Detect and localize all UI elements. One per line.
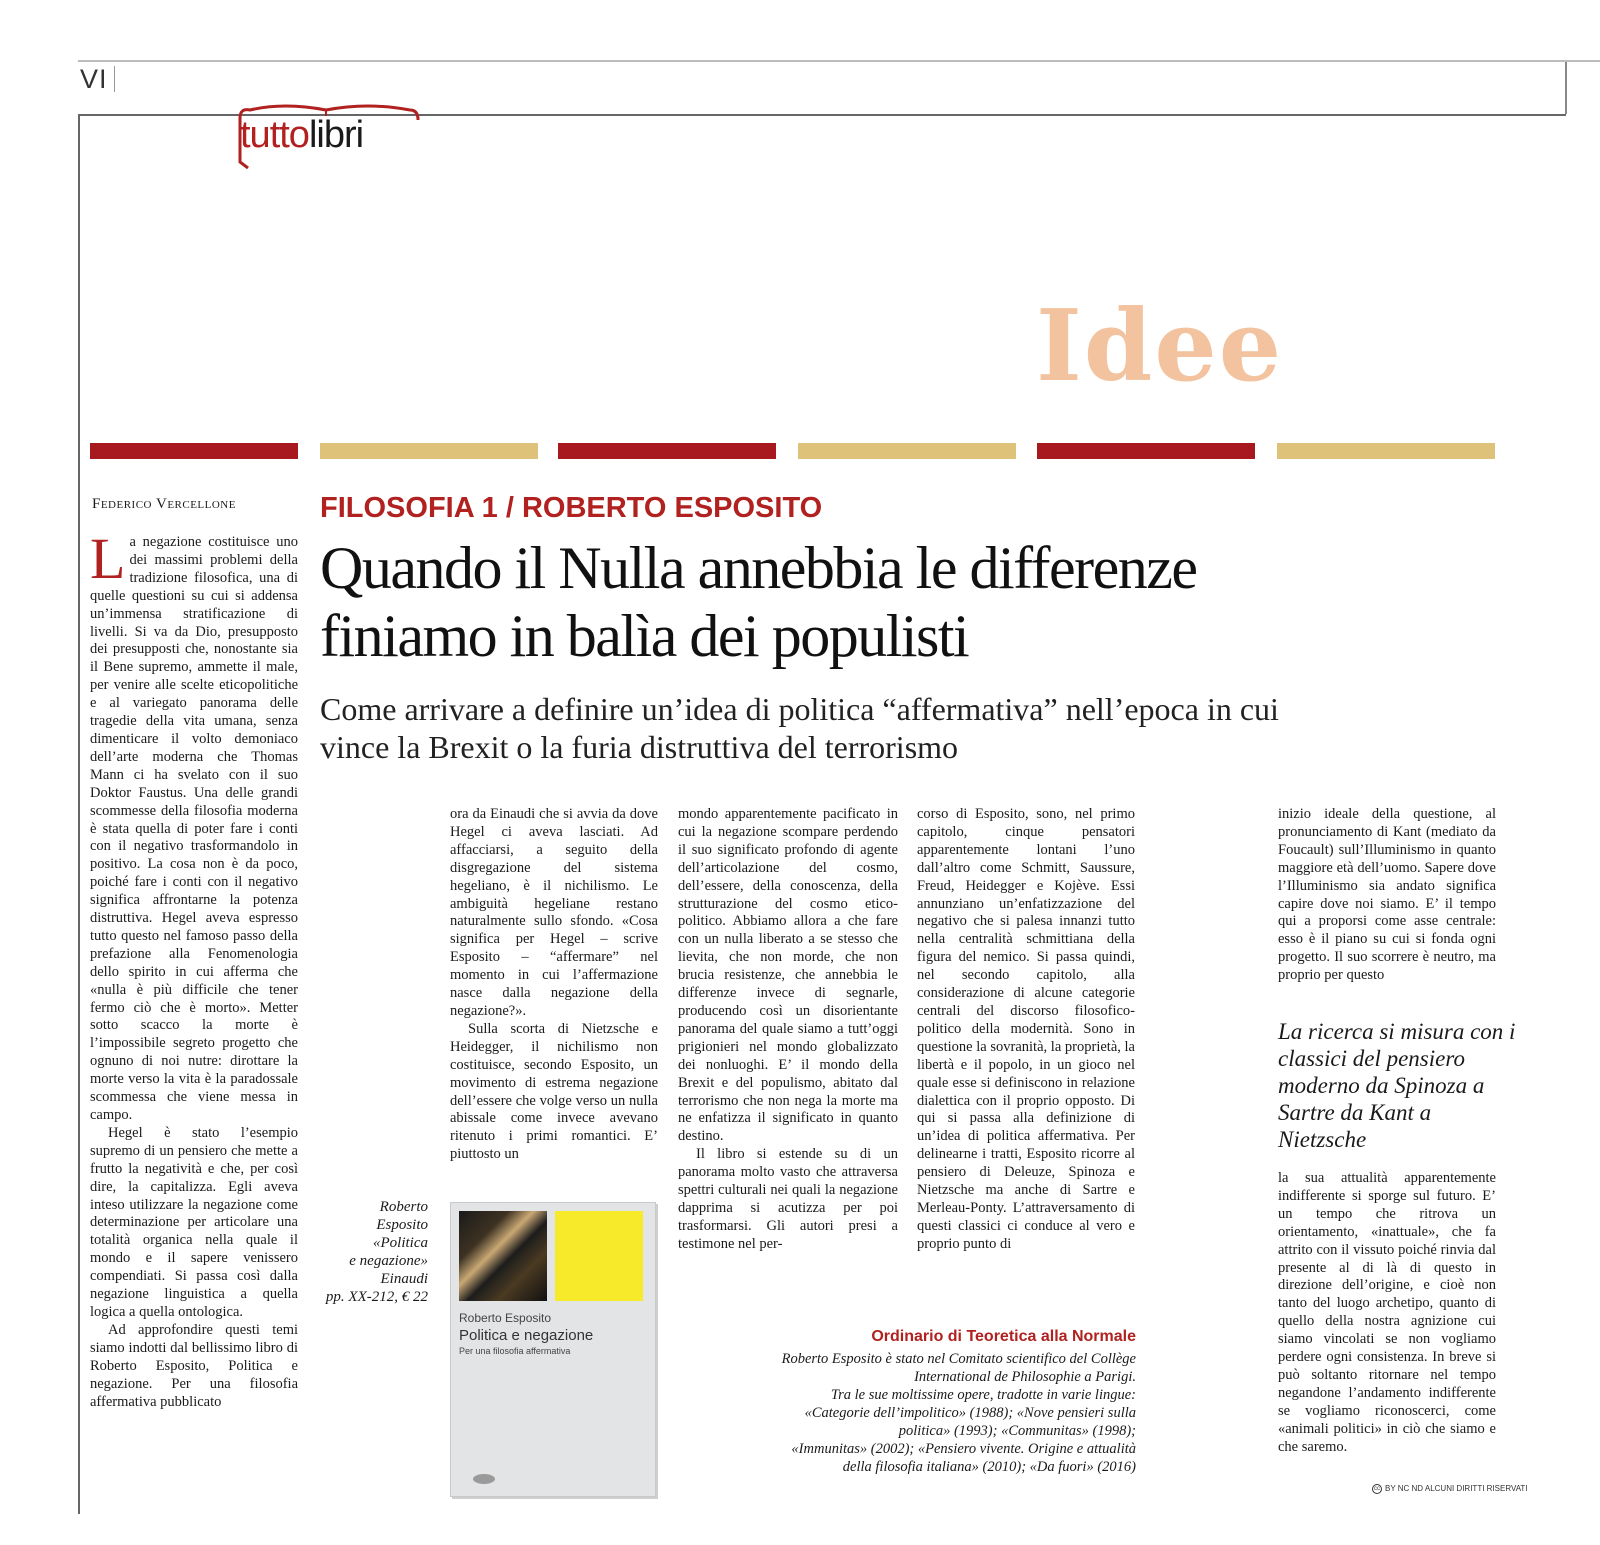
top-rule bbox=[78, 60, 1600, 62]
decorative-stripe bbox=[320, 443, 538, 459]
article-author: Federico Vercellone bbox=[92, 496, 236, 512]
tuttolibri-logo bbox=[234, 98, 424, 170]
paragraph: inizio ideale della questione, al pronunciamento di Kant (mediato da Foucault) sull’Illuminismo in quanto maggiore età dell’uomo. Sapere dove l’Illuminismo sia andato significa capire dove noi siamo. E’ il tempo qui a proporsi come asse centrale: esso è il piano su cui si fonda ogni progetto. Il suo scorrere è neutro, ma proprio per questo bbox=[1278, 806, 1496, 984]
decorative-stripe bbox=[1277, 443, 1495, 459]
bio-line: «Immunitas» (2002); «Pensiero vivente. Origine e attualità bbox=[791, 1441, 1136, 1457]
article-headline: Quando il Nulla annebbia le differenze finiamo in balìa dei populisti bbox=[320, 535, 1197, 669]
paragraph: a negazione costituisce uno dei massimi problemi della tradizione filosofica, una di quelle questioni su cui si addensa un’immensa stratificazione di livelli. Si va da Dio, presupposto dei presupposti che, nonostante sia il Bene supremo, ammette il male, per venire alle scelte eticopolitiche e al variegato panorama delle tragedie della vita umana, senza dimenticare il volto demoniaco dell’arte moderna che Thomas Mann ci ha svelato con il suo Doktor Faustus. Una delle grandi scommesse della filosofia moderna è stata quella di poter fare i conti con il negativo trasformandolo in positivo. La cosa non è da poco, poiché fare i conti con il negativo significa affrontarne la potenza distruttiva. Hegel aveva espresso tutto questo nel famoso passo della prefazione alla Fenomenologia dello spirito in cui afferma che «nulla è più difficile che tener fermo ciò che è morto». Metter sotto scacco la morte è l’impossibile segreto progetto che ognuno di noi nutre: dirottare la morte verso la vita è la paradossale scommessa che viene messa in campo. bbox=[90, 534, 298, 1123]
bio-line: International de Philosophie a Parigi. bbox=[914, 1369, 1136, 1385]
book-ref-line: Einaudi bbox=[380, 1271, 428, 1287]
author-bio bbox=[690, 1350, 1136, 1476]
page-number-divider bbox=[114, 66, 115, 92]
bio-line: politica» (1993); «Communitas» (1998); bbox=[898, 1423, 1136, 1439]
logo-wordmark bbox=[240, 114, 363, 157]
publisher-mark-icon bbox=[473, 1474, 495, 1484]
article-kicker: FILOSOFIA 1 / ROBERTO ESPOSITO bbox=[320, 492, 823, 524]
book-cover bbox=[450, 1202, 656, 1497]
bio-line: Roberto Esposito è stato nel Comitato scientifico del Collège bbox=[781, 1351, 1136, 1367]
section-label: Idee bbox=[1036, 289, 1284, 404]
paragraph: corso di Esposito, sono, nel primo capitolo, cinque pensatori apparentemente lontani l’uno dall’altro come Schmitt, Saussure, Freud, Heidegger e Kojève. Essi annunziano un’enfatizzazione del negativo che si palesa innanzi tutto nella centralità schmittiana della figura del nemico. Si passa quindi, nel secondo capitolo, alla considerazione di alcune categorie centrali del discorso filosofico-politico della modernità. Sono in questione la sovranità, la proprietà, la libertà e il popolo, in un gioco nel quale esse si definiscono in relazione dialettica con il proprio opposto. Di qui si passa alla definizione di un’idea di politica affermativa. Per delinearne i tratti, Esposito ricorre al pensiero di Deleuze, Spinoza e Nietzsche ma anche di Sartre e Merleau-Ponty. L’attraversamento di questi classici ci conduce al vero e proprio punto di bbox=[917, 806, 1135, 1252]
bio-line: Tra le sue moltissime opere, tradotte in varie lingue: bbox=[830, 1387, 1136, 1403]
cover-title: Politica e negazione bbox=[459, 1327, 594, 1344]
license-text: BY NC ND ALCUNI DIRITTI RISERVATI bbox=[1385, 1484, 1528, 1494]
article-column-3 bbox=[678, 806, 898, 1294]
decorative-stripe bbox=[90, 443, 298, 459]
book-ref-line: pp. XX-212, € 22 bbox=[325, 1289, 428, 1305]
frame-left-border bbox=[78, 114, 80, 1514]
paragraph: la sua attualità apparentemente indifferente si sporge sul futuro. E’ un tempo che ritrova un orientamento, «inattuale», che fa attrito con il vissuto poiché rinvia dal presente al di là di questo in direzione dell’origine, e cioè non tanto del luogo archetipo, quanto di quello della nostra agnizione cui siamo vincolati se non vogliamo perdere ogni consistenza. In breve si può soltanto ritornare nel tempo negandone l’andamento indifferente se vogliamo riconoscerci, come «animali politici» in ciò che siamo e che saremo. bbox=[1278, 1170, 1496, 1455]
page-number: VI bbox=[80, 64, 108, 94]
book-reference bbox=[300, 1198, 428, 1306]
article-column-2 bbox=[450, 806, 658, 1176]
license-notice bbox=[1372, 1484, 1528, 1494]
book-ref-line: «Politica bbox=[373, 1235, 428, 1251]
decorative-stripe bbox=[798, 443, 1016, 459]
paragraph: ora da Einaudi che si avvia da dove Hegel ci aveva lasciati. Ad affacciarsi, a seguito della disgregazione del sistema hegeliano, è il nichilismo. Le ambiguità hegeliane restano naturalmente sullo sfondo. «Cosa significa per Hegel – scrive Esposito – “affermare” nel momento in cui l’affermazione nasce dalla negazione della negazione?». bbox=[450, 806, 658, 1019]
creative-commons-icon: cc bbox=[1374, 1486, 1380, 1492]
paragraph: mondo apparentemente pacificato in cui la negazione scompare perdendo il suo significato profondo di agente dell’articolazione del cosmo, dell’essere, della conoscenza, della strutturazione del cosmo etico-politico. Abbiamo allora a che fare con un nulla liberato a se stesso che lievita, che non morde, che non brucia resistenze, che annebbia le differenze invece di segnarle, producendo così un disorientante panorama del quale siamo a tutt’oggi prigionieri nel mondo globalizzato dei nonluoghi. E’ il mondo della Brexit e del populismo, abitato dal terrorismo che non nega la morte ma ne enfatizza il significato in quanto destino. bbox=[678, 806, 898, 1145]
paragraph: Il libro si estende su di un panorama molto vasto che attraversa spettri culturali nei quali la negazione dapprima si acutizza per poi trasformarsi. Gli autori presi a testimone nel per- bbox=[678, 1146, 898, 1252]
book-ref-line: e negazione» bbox=[349, 1253, 428, 1269]
cover-photo bbox=[459, 1211, 547, 1301]
bio-line: «Categorie dell’impolitico» (1988); «Nove pensieri sulla bbox=[804, 1405, 1136, 1421]
bio-line: della filosofia italiana» (2010); «Da fuori» (2016) bbox=[842, 1459, 1136, 1475]
logo-libri: libri bbox=[308, 114, 364, 156]
decorative-stripe bbox=[558, 443, 776, 459]
drop-cap: L bbox=[90, 526, 126, 591]
article-subhead: Come arrivare a definire un’idea di politica “affermativa” nell’epoca in cui vince la Brexit o la furia distruttiva del terrorismo bbox=[320, 691, 1279, 765]
cover-yellow-block bbox=[555, 1211, 643, 1301]
decorative-stripe bbox=[1037, 443, 1255, 459]
bio-title: Ordinario di Teoretica alla Normale bbox=[871, 1328, 1136, 1345]
paragraph: Sulla scorta di Nietzsche e Heidegger, il nichilismo non costituisce, secondo Esposito, un movimento di estrema negazione dell’essere che volge verso un nulla abissale come invece avevano ritenuto i primi romantici. E’ piuttosto un bbox=[450, 1020, 658, 1163]
logo-tutto: tutto bbox=[240, 114, 309, 156]
book-ref-line: Roberto bbox=[379, 1199, 428, 1215]
frame-right-tick bbox=[1565, 62, 1567, 114]
paragraph: Hegel è stato l’esempio supremo di un pensiero che mette a frutto la negatività e che, per così dire, la capitalizza. Egli aveva inteso utilizzare la negazione come determinazione per articolare una totalità organica nella quale il mondo e il sapere venissero compendiati. Si passa così dalla negazione linguistica a quella logica a quella ontologica. bbox=[90, 1124, 298, 1320]
cover-author: Roberto Esposito bbox=[459, 1311, 552, 1325]
book-ref-line: Esposito bbox=[376, 1217, 428, 1233]
article-column-1 bbox=[90, 526, 298, 1500]
pull-quote: La ricerca si misura con i classici del pensiero moderno da Spinoza a Sartre da Kant a Nietzsche bbox=[1278, 1019, 1516, 1152]
article-column-5 bbox=[1278, 806, 1496, 996]
article-column-6 bbox=[1278, 1170, 1496, 1480]
paragraph: Ad approfondire questi temi siamo indotti dal bellissimo libro di Roberto Esposito, Politica e negazione. Per una filosofia affermativa pubblicato bbox=[90, 1321, 298, 1410]
cover-subtitle: Per una filosofia affermativa bbox=[459, 1346, 571, 1356]
article-column-4 bbox=[917, 806, 1135, 1294]
